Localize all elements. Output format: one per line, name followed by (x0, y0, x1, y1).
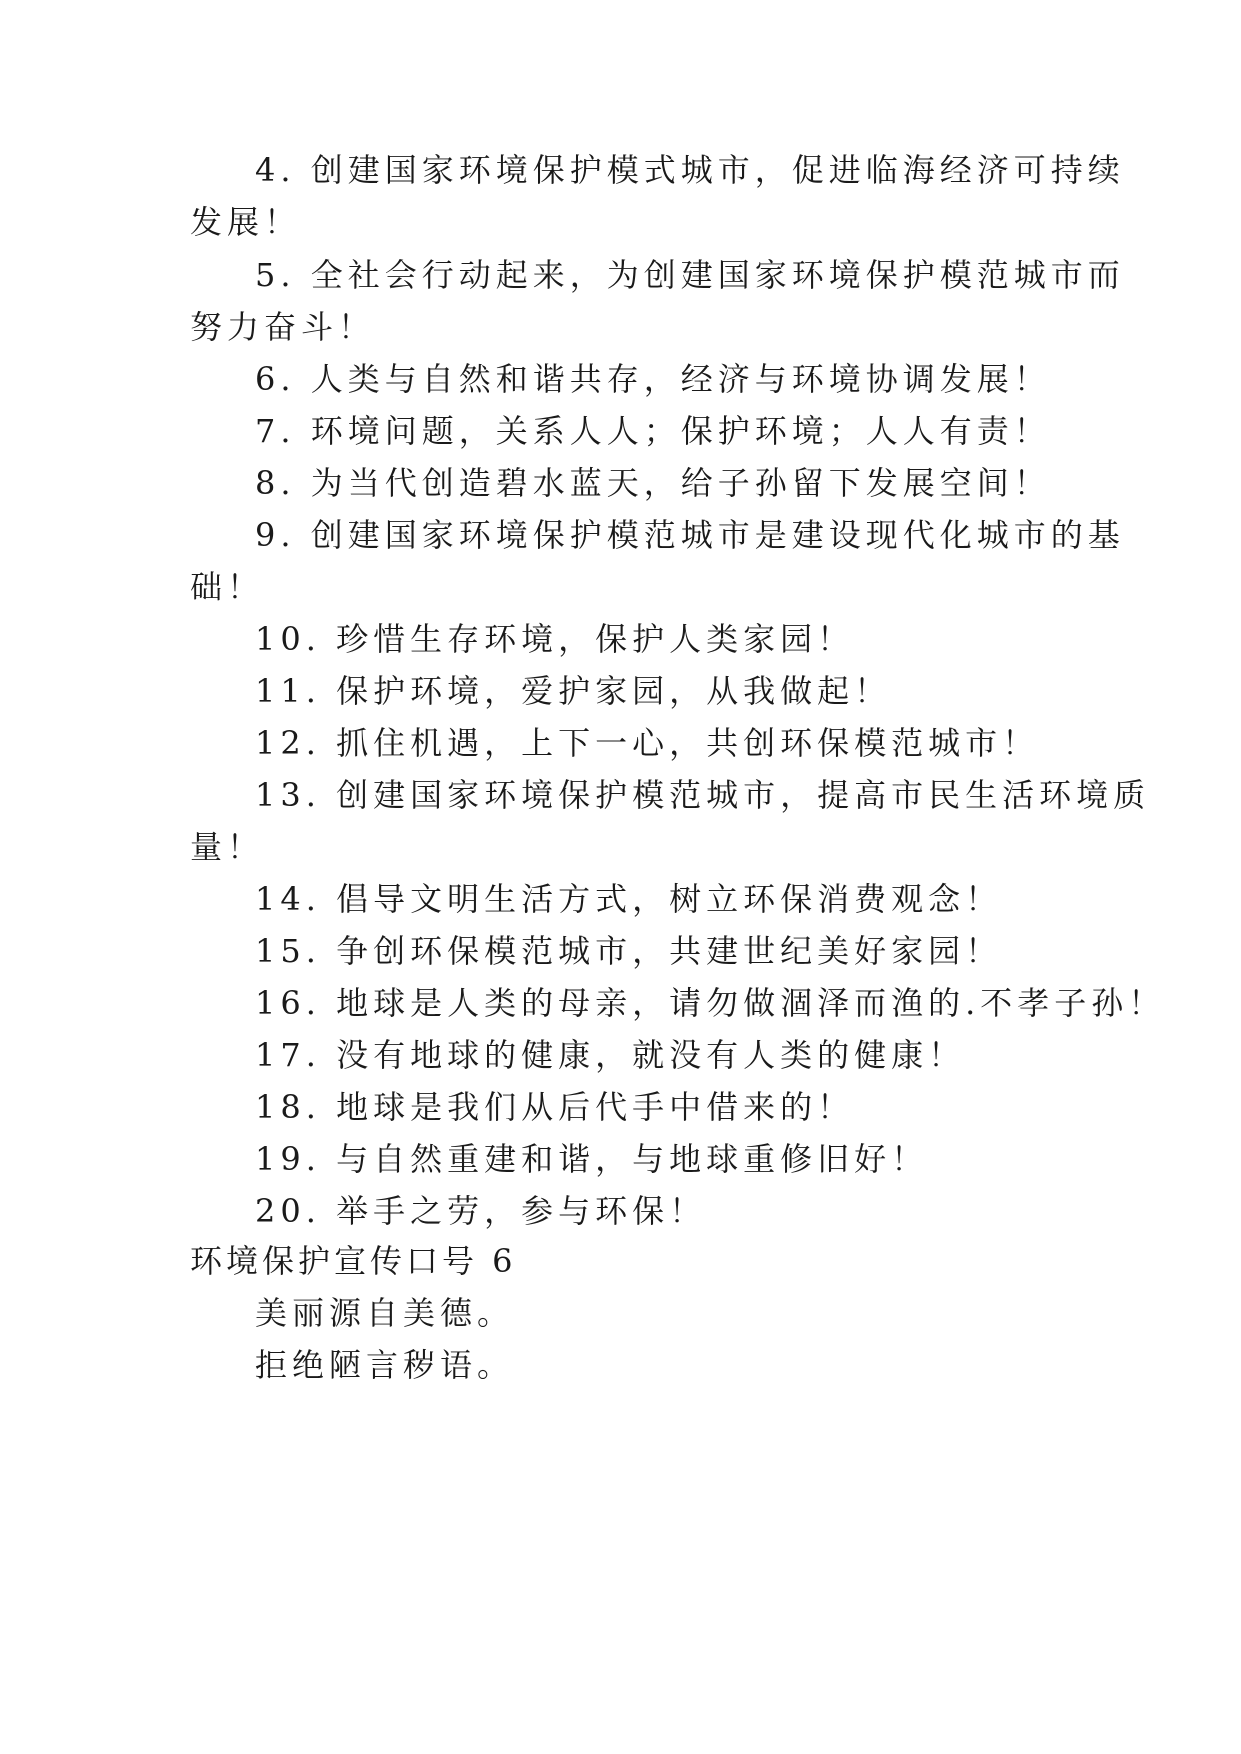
slogan-9-line-1: 9. 创建国家环境保护模范城市是建设现代化城市的基 (255, 516, 1125, 554)
slogan-19: 19. 与自然重建和谐，与地球重修旧好！ (255, 1140, 929, 1178)
slogan-4-line-2: 发展！ (190, 203, 302, 241)
slogan-18: 18. 地球是我们从后代手中借来的！ (255, 1088, 855, 1126)
slogan-13-line-2: 量！ (190, 828, 265, 866)
section-heading: 环境保护宣传口号 6 (190, 1242, 517, 1280)
slogan-20: 20. 举手之劳，参与环保！ (255, 1192, 707, 1230)
slogan-12: 12. 抓住机遇，上下一心，共创环保模范城市！ (255, 724, 1040, 762)
slogan-10: 10. 珍惜生存环境，保护人类家园！ (255, 620, 855, 658)
slogan-11: 11. 保护环境，爱护家园，从我做起！ (255, 672, 892, 710)
slogan-5-line-1: 5. 全社会行动起来，为创建国家环境保护模范城市而 (255, 256, 1125, 294)
section-line-2: 拒绝陋言秽语。 (255, 1346, 515, 1384)
slogan-14: 14. 倡导文明生活方式，树立环保消费观念！ (255, 880, 1003, 918)
section-line-1: 美丽源自美德。 (255, 1294, 515, 1332)
slogan-17: 17. 没有地球的健康，就没有人类的健康！ (255, 1036, 966, 1074)
slogan-8: 8. 为当代创造碧水蓝天，给子孙留下发展空间！ (255, 464, 1051, 502)
slogan-6: 6. 人类与自然和谐共存，经济与环境协调发展！ (255, 360, 1051, 398)
slogan-13-line-1: 13. 创建国家环境保护模范城市，提高市民生活环境质 (255, 776, 1151, 814)
slogan-7: 7. 环境问题，关系人人；保护环境；人人有责！ (255, 412, 1051, 450)
slogan-4-line-1: 4. 创建国家环境保护模式城市，促进临海经济可持续 (255, 151, 1125, 189)
slogan-9-line-2: 础！ (190, 568, 265, 606)
slogan-16: 16. 地球是人类的母亲，请勿做涸泽而渔的.不孝子孙！ (255, 984, 1166, 1022)
slogan-15: 15. 争创环保模范城市，共建世纪美好家园！ (255, 932, 1003, 970)
slogan-5-line-2: 努力奋斗！ (190, 308, 376, 346)
